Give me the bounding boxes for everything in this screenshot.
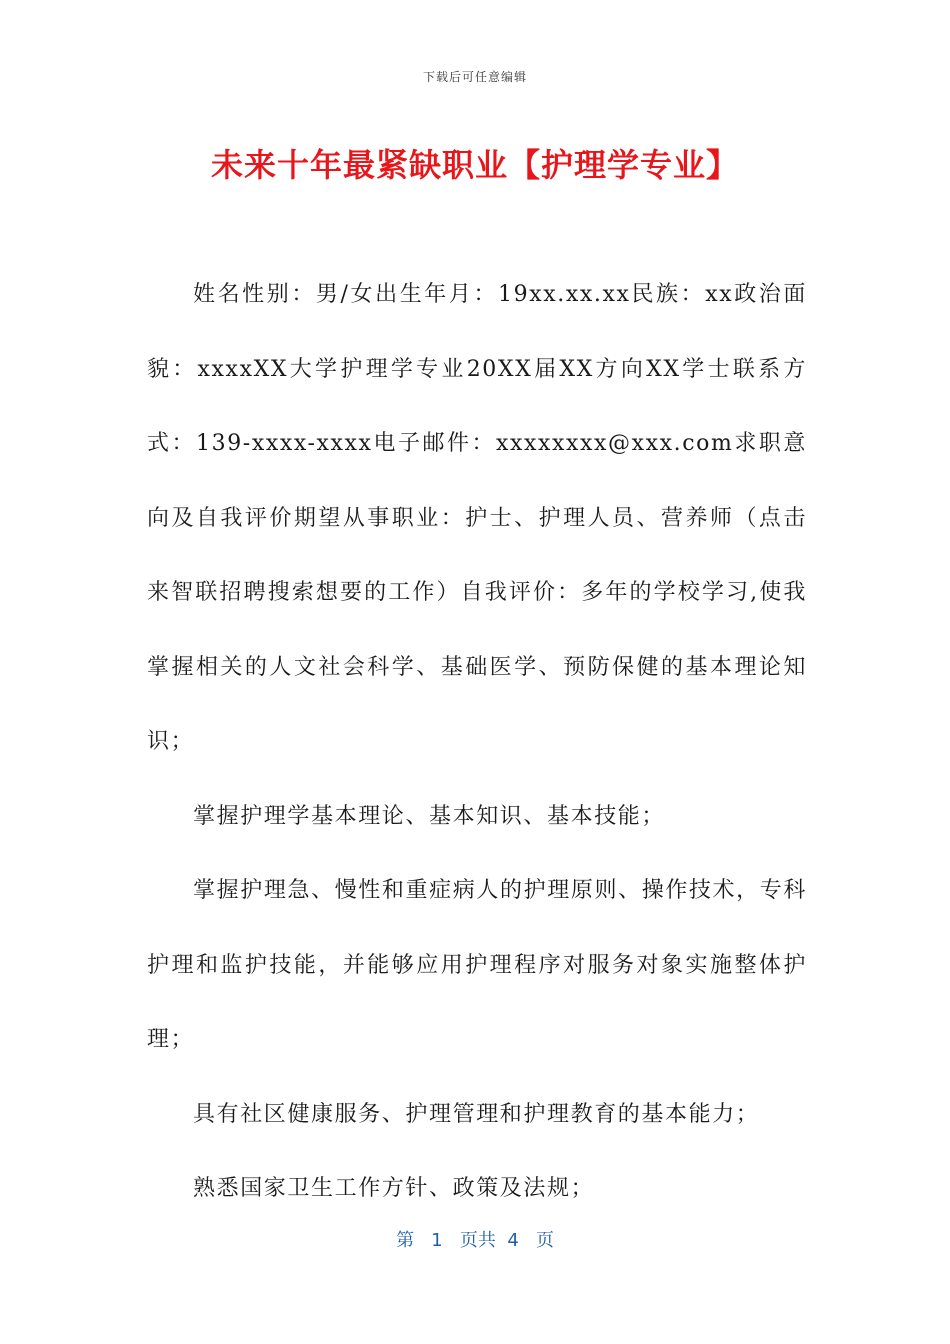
footer-current-page: 1 (431, 1230, 443, 1251)
body-paragraph: 掌握护理学基本理论、基本知识、基本技能； (193, 803, 666, 829)
header-note: 下载后可任意编辑 (422, 70, 527, 84)
body-paragraph: 姓名性别：男/女出生年月：19xx.xx.xx民族：xx政治面貌：xxxxXX大学护理学专业20XX届XX方向XX学士联系方式：139-xxxx-xxxx电子邮件：xxxxxxxx@xxx.com求职意向及自我评价期望从事职业：护士、护理人员、营养师（点击来智联招聘搜索想要的工作）自我评价：多年的学校学习,使我掌握相关的人文社会科学、基础医学、预防保健的基本理论知识； (147, 282, 807, 754)
footer-suffix: 页 (535, 1230, 554, 1251)
document-body (147, 258, 807, 1227)
body-paragraph: 熟悉国家卫生工作方针、政策及法规； (193, 1176, 595, 1201)
footer-prefix: 第 (396, 1230, 415, 1251)
page-footer (0, 1226, 950, 1252)
body-paragraph: 具有社区健康服务、护理管理和护理教育的基本能力； (193, 1101, 760, 1127)
footer-middle: 页共 (459, 1230, 496, 1251)
footer-total-pages: 4 (507, 1230, 519, 1251)
document-title: 未来十年最紧缺职业【护理学专业】 (210, 146, 739, 184)
body-paragraph: 掌握护理急、慢性和重症病人的护理原则、操作技术，专科护理和监护技能，并能够应用护理程序对服务对象实施整体护理； (147, 878, 807, 1052)
